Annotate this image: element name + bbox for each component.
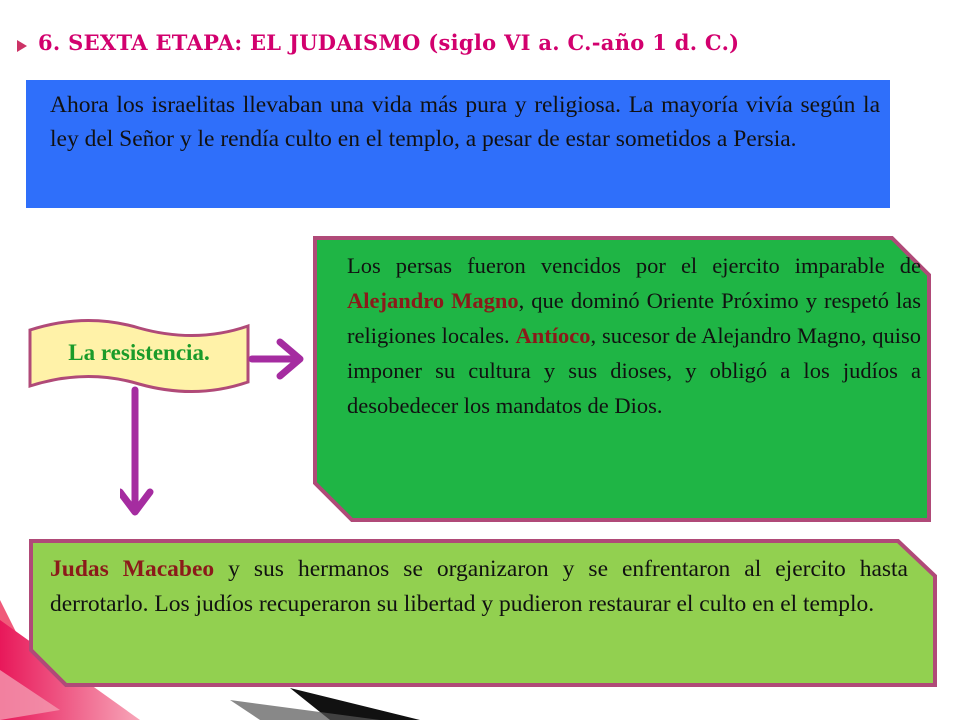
arrow-down-icon [120,390,150,512]
antioco-name: Antíoco [515,323,591,348]
box2-text-segment: y sus hermanos se organizaron y se enfrentaron al ejercito hasta derrotarlo. Los judíos recuperaron su libertad y pudieron restaurar el culto en el templo. [50,556,908,617]
title-bullet-icon [17,40,27,52]
page-title: 6. SEXTA ETAPA: EL JUDAISMO (siglo VI a. C.-año 1 d. C.) [38,30,740,55]
box1-text-segment: , sucesor de Alejandro Magno, quiso imponer su cultura y sus dioses, y obligó a los judíos a desobedecer los mandatos de Dios. [347,323,921,418]
box1-text-segment: Los persas fueron vencidos por el ejercito imparable de [347,253,921,278]
flow-arrows [120,330,310,530]
alejandro-magno-name: Alejandro Magno [347,288,519,313]
judas-macabeo-name: Judas Macabeo [50,556,215,582]
intro-text: Ahora los israelitas llevaban una vida más pura y religiosa. La mayoría vivía según la ley del Señor y le rendía culto en el templo, a pesar de estar sometidos a Persia. [50,92,880,152]
maccabee-text [50,552,908,622]
resistance-label: La resistencia. [68,340,210,365]
box1-text-segment: , que dominó Oriente Próximo y respetó las religiones locales. [347,288,921,348]
arrow-right-icon [252,342,300,376]
persian-history-text [347,248,921,423]
